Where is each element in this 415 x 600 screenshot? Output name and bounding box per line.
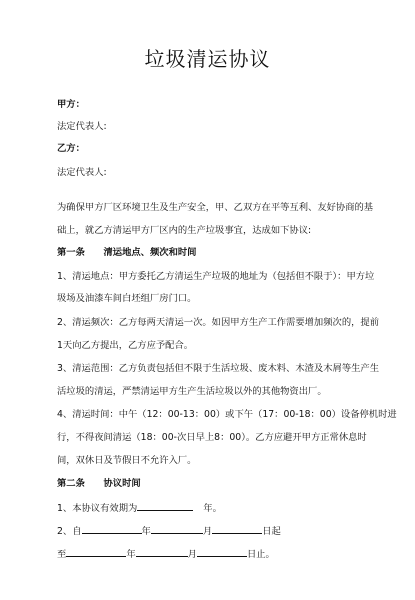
article-1-item-4-line-2: 行，不得夜间清运（18：00-次日早上8：00）。乙方应避开甲方正常休息时 bbox=[57, 432, 367, 443]
party-a-label: 甲方： bbox=[57, 99, 85, 110]
article-2-item-1 bbox=[57, 500, 387, 515]
article-1-heading: 第一条 清运地点、频次和时间 bbox=[57, 247, 197, 258]
document-title: 垃圾清运协议 bbox=[144, 47, 271, 71]
validity-prefix: 1、本协议有效期为 bbox=[57, 503, 138, 514]
end-year-blank bbox=[66, 546, 126, 557]
article-2-item-2-end-date bbox=[57, 546, 387, 561]
party-b-label: 乙方： bbox=[57, 143, 85, 154]
article-2-heading: 第二条 协议时间 bbox=[57, 478, 141, 489]
end-day-label: 日止。 bbox=[246, 549, 275, 560]
article-1-item-1-line-2: 圾场及油漆车间白坯组厂房门口。 bbox=[57, 293, 197, 304]
article-2-item-2-start-date bbox=[57, 523, 387, 538]
article-1-item-4-line-3: 间，双休日及节假日不允许入厂。 bbox=[57, 455, 197, 466]
end-day-blank bbox=[197, 546, 247, 557]
end-month-blank bbox=[136, 546, 188, 557]
validity-years-blank bbox=[137, 500, 193, 511]
end-year-label: 年 bbox=[126, 549, 136, 560]
intro-line-1: 为确保甲方厂区环境卫生及生产安全，甲、乙双方在平等互利、友好协商的基 bbox=[57, 202, 374, 213]
article-1-item-4-line-1: 4、清运时间：中午（12：00-13：00）或下午（17：00-18：00）设备停机时进 bbox=[57, 409, 397, 420]
validity-suffix: 年。 bbox=[203, 503, 222, 514]
start-day-label: 日起 bbox=[262, 526, 281, 537]
party-b-representative: 法定代表人: bbox=[57, 167, 107, 178]
party-a-representative: 法定代表人: bbox=[57, 121, 107, 132]
intro-line-2: 础上，就乙方清运甲方厂区内的生产垃圾事宜，达成如下协议: bbox=[57, 225, 312, 236]
article-1-item-1-line-1: 1、清运地点：甲方委托乙方清运生产垃圾的地址为（包括但不限于）：甲方垃 bbox=[57, 271, 375, 282]
start-month-label: 月 bbox=[202, 526, 213, 537]
article-1-item-2-line-2: 1天向乙方提出，乙方应予配合。 bbox=[57, 340, 194, 351]
start-year-blank bbox=[82, 523, 142, 534]
start-month-blank bbox=[151, 523, 203, 534]
article-1-item-3-line-2: 活垃圾的清运，严禁清运甲方生产生活垃圾以外的其他物资出厂。 bbox=[57, 386, 327, 397]
end-month-label: 月 bbox=[187, 549, 197, 560]
end-prefix: 至 bbox=[57, 549, 67, 560]
start-year-label: 年 bbox=[141, 526, 151, 537]
start-prefix: 2、自 bbox=[57, 526, 82, 537]
start-day-blank bbox=[212, 523, 262, 534]
article-1-item-2-line-1: 2、清运频次：乙方每两天清运一次。如因甲方生产工作需要增加频次的，提前 bbox=[57, 317, 380, 328]
article-1-item-3-line-1: 3、清运范围：乙方负责包括但不限于生活垃圾、废木料、木渣及木屑等生产生 bbox=[57, 363, 380, 374]
